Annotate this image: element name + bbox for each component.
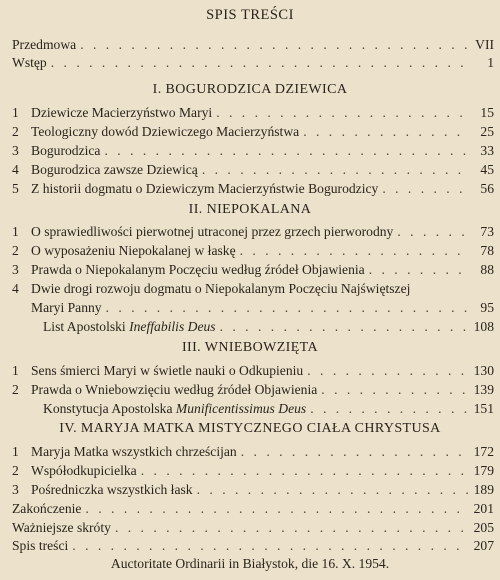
section-heading-2: II. NIEPOKALANA — [188, 202, 312, 217]
toc-entry[interactable] — [12, 162, 494, 182]
dot-leader — [202, 162, 470, 178]
entry-page: 45 — [480, 162, 494, 177]
entry-label: Prawda o Niepokalanym Poczęciu według źródeł Objawienia — [31, 262, 365, 277]
section-heading-3: III. WNIEBOWZIĘTA — [181, 340, 319, 355]
entry-label: O sprawiedliwości pierwotnej utraconej przez grzech pierworodny — [31, 224, 394, 239]
entry-label: Dwie drogi rozwoju dogmatu o Niepokalanym Poczęciu Najświętszej — [31, 281, 411, 296]
entry-label: Bogurodzica — [31, 143, 101, 158]
dot-leader — [220, 319, 470, 335]
entry-label: Sens śmierci Maryi w świetle nauki o Odkupieniu — [31, 363, 304, 378]
entry-label: Z historii dogmatu o Dziewiczym Macierzyństwie Bogurodzicy — [31, 181, 379, 196]
entry-label-italic: Munificentissimus Deus — [175, 401, 307, 416]
entry-label: Dziewicze Macierzyństwo Maryi — [31, 105, 213, 120]
entry-number: 5 — [12, 181, 19, 196]
entry-number: 2 — [12, 124, 19, 139]
toc-entry[interactable] — [12, 224, 494, 244]
dot-leader — [51, 55, 470, 71]
entry-page: 15 — [480, 105, 494, 120]
entry-page: 172 — [473, 444, 494, 459]
dot-leader — [382, 181, 470, 197]
toc-entry[interactable] — [12, 105, 494, 125]
imprimatur-note: Auctoritate Ordinarii in Białystok, die 16. X. 1954. — [110, 556, 390, 571]
dot-leader — [310, 401, 469, 417]
entry-page: VII — [475, 37, 494, 52]
entry-page: 151 — [473, 401, 494, 416]
entry-label-text: List Apostolski — [43, 319, 130, 334]
entry-number: 4 — [12, 281, 19, 296]
page-title: SPIS TREŚCI — [206, 7, 294, 23]
section-heading-1: I. BOGURODZICA DZIEWICA — [152, 82, 348, 97]
entry-page: 207 — [473, 538, 494, 553]
entry-label-text: Konstytucja Apostolska — [43, 401, 176, 416]
entry-label: Spis treści — [12, 538, 69, 553]
dot-leader — [197, 482, 470, 498]
section-heading-4: IV. MARYJA MATKA MISTYCZNEGO CIAŁA CHRYSTUSA — [59, 421, 441, 436]
entry-page: 56 — [480, 181, 494, 196]
entry-number: 1 — [12, 363, 19, 378]
entry-label: Maryi Panny — [31, 300, 102, 315]
dot-leader — [241, 444, 470, 460]
entry-page: 201 — [473, 501, 494, 516]
entry-page: 88 — [480, 262, 494, 277]
entry-label: Przedmowa — [12, 37, 77, 52]
entry-number: 1 — [12, 224, 19, 239]
toc-entry[interactable] — [12, 401, 494, 421]
entry-page: 95 — [480, 300, 494, 315]
entry-number: 2 — [12, 463, 19, 478]
entry-number: 3 — [12, 262, 19, 277]
entry-page: 73 — [480, 224, 494, 239]
toc-entry[interactable] — [12, 262, 494, 282]
toc-entry[interactable] — [12, 319, 494, 339]
entry-label — [43, 319, 216, 335]
entry-number: 2 — [12, 382, 19, 397]
entry-label: Teologiczny dowód Dziewiczego Macierzyństwa — [31, 124, 300, 139]
entry-number: 3 — [12, 482, 19, 497]
entry-label: Ważniejsze skróty — [12, 520, 111, 535]
entry-label-italic: Ineffabilis Deus — [129, 319, 216, 334]
dot-leader — [307, 363, 469, 379]
entry-label: Współodkupicielka — [31, 463, 137, 478]
toc-entry-spis-tresci[interactable] — [12, 538, 494, 558]
entry-label: Pośredniczka wszystkich łask — [31, 482, 193, 497]
entry-page: 108 — [473, 319, 494, 334]
toc-entry[interactable] — [12, 181, 494, 201]
dot-leader — [369, 262, 470, 278]
entry-page: 205 — [473, 520, 494, 535]
entry-number: 2 — [12, 243, 19, 258]
toc-entry[interactable] — [12, 281, 494, 301]
entry-page: 33 — [480, 143, 494, 158]
entry-number: 3 — [12, 143, 19, 158]
entry-page: 139 — [473, 382, 494, 397]
dot-leader — [141, 463, 470, 479]
entry-label: Bogurodzica zawsze Dziewicą — [31, 162, 198, 177]
toc-entry[interactable] — [12, 382, 494, 402]
entry-label: Wstęp — [12, 55, 47, 70]
entry-page: 179 — [473, 463, 494, 478]
dot-leader — [216, 105, 470, 121]
toc-entry[interactable] — [12, 463, 494, 483]
entry-number: 1 — [12, 105, 19, 120]
toc-entry-continuation[interactable] — [12, 300, 494, 320]
dot-leader — [321, 382, 469, 398]
toc-entry-wstep[interactable] — [12, 55, 494, 75]
dot-leader — [72, 538, 469, 554]
toc-entry-skroty[interactable] — [12, 520, 494, 540]
dot-leader — [80, 37, 470, 53]
dot-leader — [104, 143, 470, 159]
toc-entry[interactable] — [12, 482, 494, 502]
entry-page: 130 — [473, 363, 494, 378]
dot-leader — [303, 124, 470, 140]
entry-label: Prawda o Wniebowzięciu według źródeł Objawienia — [31, 382, 318, 397]
toc-entry-zakonczenie[interactable] — [12, 501, 494, 521]
entry-page: 1 — [487, 55, 494, 70]
dot-leader — [106, 300, 470, 316]
dot-leader — [240, 243, 470, 259]
dot-leader — [397, 224, 470, 240]
toc-entry[interactable] — [12, 243, 494, 263]
toc-entry[interactable] — [12, 143, 494, 163]
entry-label: Zakończenie — [12, 501, 82, 516]
toc-entry-przedmowa[interactable] — [12, 37, 494, 57]
toc-entry[interactable] — [12, 444, 494, 464]
dot-leader — [85, 501, 469, 517]
entry-number: 4 — [12, 162, 19, 177]
entry-label: Maryja Matka wszystkich chrześcijan — [31, 444, 237, 459]
entry-label: O wyposażeniu Niepokalanej w łaskę — [31, 243, 236, 258]
entry-number: 1 — [12, 444, 19, 459]
entry-page: 189 — [473, 482, 494, 497]
entry-page: 78 — [480, 243, 494, 258]
entry-label — [43, 401, 306, 417]
toc-entry[interactable] — [12, 363, 494, 383]
toc-entry[interactable] — [12, 124, 494, 144]
entry-page: 25 — [480, 124, 494, 139]
dot-leader — [115, 520, 470, 536]
